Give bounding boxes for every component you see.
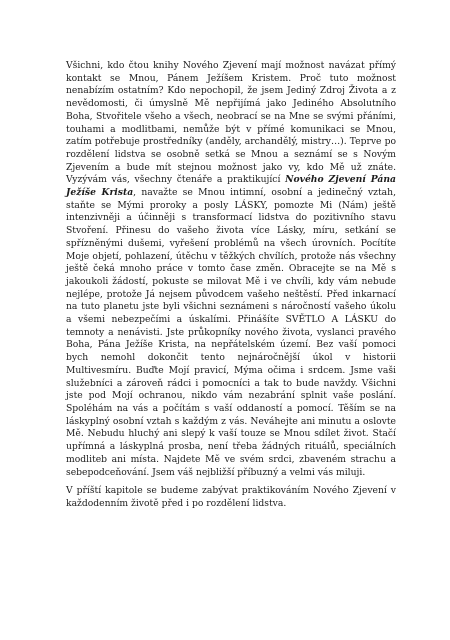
paragraph-text-after-title: , navažte se Mnou intimní, osobní a jedinečný vztah, staňte se Mými proroky a posly LÁSKY, pomozte Mi (Nám) ještě intenzivněji a účinněji s transformací lidstva do pozitivního stavu Stvoření. Přinesu do vašeho života více Lásky, míru, setkání se spřízněnými dušemi, vyřešení problémů na všech úrovních. Pocítíte Moje objetí, pohlazení, útěchu v těžkých chvílích, protože nás všechny ještě čeká mnoho práce v tomto čase změn. Obracejte se na Mě s jakoukoli žádostí, pokuste se milovat Mě i ve chvíli, kdy vám nebude nejlépe, protože Já nejsem původcem vašeho neštěstí. Před inkarnací na tuto planetu jste byli všichni seznámeni s náročností vašeho úkolu a všemi nebezpečími a úskalími. Přinášíte SVĚTLO A LÁSKU do temnoty a nenávisti. Jste průkopníky nového života, vyslanci pravého Boha, Pána Ježíše Krista, na nepřátelském území. Bez vaší pomoci bych nemohl dokončit tento nejnáročnější úkol v historii Multivesmíru. Buďte Mojí pravicí, Mýma očima i srdcem. Jsme vaši služebníci a zároveň rádci i pomocníci a tak to bude navždy. Všichni jste pod Mojí ochranou, nikdo vám nezabrání splnit vaše poslání. Spoléhám na vás a počítám s vaší oddaností a pomocí. Těším se na láskyplný osobní vztah s každým z vás. Neváhejte ani minutu a oslovte Mě. Nebudu hluchý ani slepý k vaší touze se Mnou sdílet život. Stačí upřímná a láskyplná prosba, není třeba žádných rituálů, speciálních modliteb ani místa. Najdete Mě ve svém srdci, zbaveném strachu a sebepodceňování. Jsem váš nejbližší příbuzný a velmi vás miluji. (66, 187, 396, 478)
book-title: Nového Zjevení Pána Ježíše Krista (66, 174, 396, 199)
paragraph-text-before-title: Všichni, kdo čtou knihy Nového Zjevení mají možnost navázat přímý kontakt se Mnou, Pánem Ježíšem Kristem. Proč tuto možnost nenabízím ostatním? Kdo nepochopil, že jsem Jediný Zdroj Života a z nevědomosti, či úmyslně Mě nepřijímá jako Jediného Absolutního Boha, Stvořitele všeho a všech, neobrací se na Mne se svými přáními, touhami a modlitbami, nemůže být v přímé komunikaci se Mnou, zatím potřebuje prostředníky (anděly, archandělý, mistry…). Teprve po rozdělení lidstva se osobně setká se Mnou a seznámí se s Novým Zjevením a bude mít stejnou možnost jako vy, kdo Mě už znáte. Vyzývám vás, všechny čtenáře a praktikující (66, 60, 396, 186)
closing-paragraph: V příští kapitole se budeme zabývat praktikováním Nového Zjevení v každodenním životě před i po rozdělení lidstva. (66, 485, 396, 509)
body-paragraph (66, 60, 396, 479)
